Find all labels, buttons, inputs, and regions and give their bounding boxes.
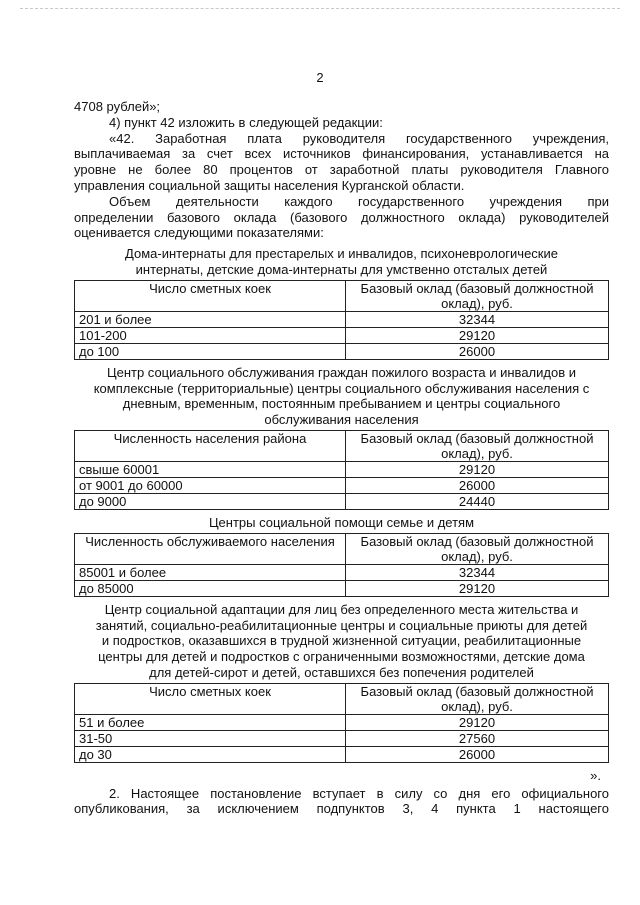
closing-quote: ». [590, 767, 601, 783]
row-value: 26000 [346, 477, 609, 493]
row-value: 32344 [346, 311, 609, 327]
column-header: Численность обслуживаемого населения [75, 533, 346, 564]
table-row [75, 580, 609, 596]
table-row [75, 730, 609, 746]
section-title-line: центры для детей и подростков с ограниченными возможностями, детские дома [98, 649, 585, 665]
table-header-row [75, 683, 609, 714]
table-row [75, 493, 609, 509]
section-title-line: интернаты, детские дома-интернаты для умственно отсталых детей [135, 261, 548, 277]
row-label: до 9000 [75, 493, 346, 509]
table-header-row [75, 280, 609, 311]
paragraph-effective-date [74, 786, 609, 818]
table-row [75, 477, 609, 493]
section-title-line: для детей-сирот и детей, оставшихся без попечения родителей [149, 664, 534, 680]
row-value: 26000 [346, 746, 609, 762]
row-label: до 30 [75, 746, 346, 762]
column-header: Численность населения района [75, 430, 346, 461]
table-row [75, 714, 609, 730]
table-row [75, 461, 609, 477]
row-value: 29120 [346, 327, 609, 343]
table-row [75, 327, 609, 343]
section-social-service-centers [74, 365, 609, 510]
column-header: Число сметных коек [75, 280, 346, 311]
row-label: свыше 60001 [75, 461, 346, 477]
salary-table [74, 430, 609, 510]
row-label: 85001 и более [75, 564, 346, 580]
text-line: выплачиваемая за счет всех источников финансирования, устанавливается на [74, 146, 609, 162]
salary-table [74, 683, 609, 763]
row-label: от 9001 до 60000 [75, 477, 346, 493]
row-label: 31-50 [75, 730, 346, 746]
text-line: опубликования, за исключением подпунктов 3, 4 пункта 1 настоящего [74, 801, 609, 817]
column-header: Базовый оклад (базовый должностной оклад), руб. [346, 683, 609, 714]
column-header: Базовый оклад (базовый должностной оклад), руб. [346, 280, 609, 311]
row-value: 32344 [346, 564, 609, 580]
paragraph-salary [74, 131, 609, 194]
section-title-line: и подростков, оказавшихся в трудной жизненной ситуации, реабилитационные [101, 633, 582, 649]
column-header: Базовый оклад (базовый должностной оклад), руб. [346, 430, 609, 461]
table-row [75, 746, 609, 762]
table-row [75, 311, 609, 327]
row-value: 27560 [346, 730, 609, 746]
table-row [75, 343, 609, 359]
column-header: Число сметных коек [75, 683, 346, 714]
row-value: 24440 [346, 493, 609, 509]
row-value: 26000 [346, 343, 609, 359]
table-row [75, 564, 609, 580]
scan-edge-line [20, 8, 620, 9]
row-label: до 100 [75, 343, 346, 359]
table-header-row [75, 533, 609, 564]
section-family-help-centers [74, 515, 609, 597]
section-boarding-homes [74, 246, 609, 360]
text-line: оценивается следующими показателями: [74, 225, 324, 241]
section-title-line: Дома-интернаты для престарелых и инвалидов, психоневрологические [125, 246, 558, 262]
text-line: 2. Настоящее постановление вступает в силу со дня его официального [109, 785, 609, 801]
text-line: уровне не более 80 процентов от заработной платы руководителя Главного [74, 162, 609, 178]
row-value: 29120 [346, 580, 609, 596]
section-title-line: Центры социальной помощи семье и детям [208, 514, 475, 530]
row-value: 29120 [346, 461, 609, 477]
text-line: Объем деятельности каждого государственного учреждения при [109, 193, 609, 209]
row-label: 201 и более [75, 311, 346, 327]
text-line: «42. Заработная плата руководителя государственного учреждения, [109, 130, 609, 146]
paragraph-volume [74, 194, 609, 241]
column-header: Базовый оклад (базовый должностной оклад), руб. [346, 533, 609, 564]
section-title-line: Центр социального обслуживания граждан пожилого возраста и инвалидов и [106, 364, 576, 380]
section-title-line: комплексные (территориальные) центры социального обслуживания населения с [93, 380, 590, 396]
section-title-line: обслуживания населения [264, 412, 419, 428]
section-adaptation-centers [74, 602, 609, 763]
text-line: определении базового оклада (базового должностного оклада) руководителей [74, 209, 609, 225]
paragraph-amount: 4708 рублей»; [74, 99, 161, 114]
section-title-line: Центр социальной адаптации для лиц без определенного места жительства и [104, 601, 579, 617]
salary-table [74, 280, 609, 360]
page-number: 2 [316, 70, 324, 85]
text-line: управления социальной защиты населения Курганской области. [74, 177, 465, 193]
row-label: до 85000 [75, 580, 346, 596]
row-value: 29120 [346, 714, 609, 730]
row-label: 101-200 [75, 327, 346, 343]
paragraph-item-4: 4) пункт 42 изложить в следующей редакции: [109, 114, 383, 130]
section-title-line: занятий, социально-реабилитационные центры и социальные приюты для детей [95, 617, 588, 633]
section-title-line: дневным, временным, постоянным пребыванием и центры социального [122, 396, 561, 412]
document-body [74, 99, 609, 817]
table-header-row [75, 430, 609, 461]
row-label: 51 и более [75, 714, 346, 730]
salary-table [74, 533, 609, 597]
